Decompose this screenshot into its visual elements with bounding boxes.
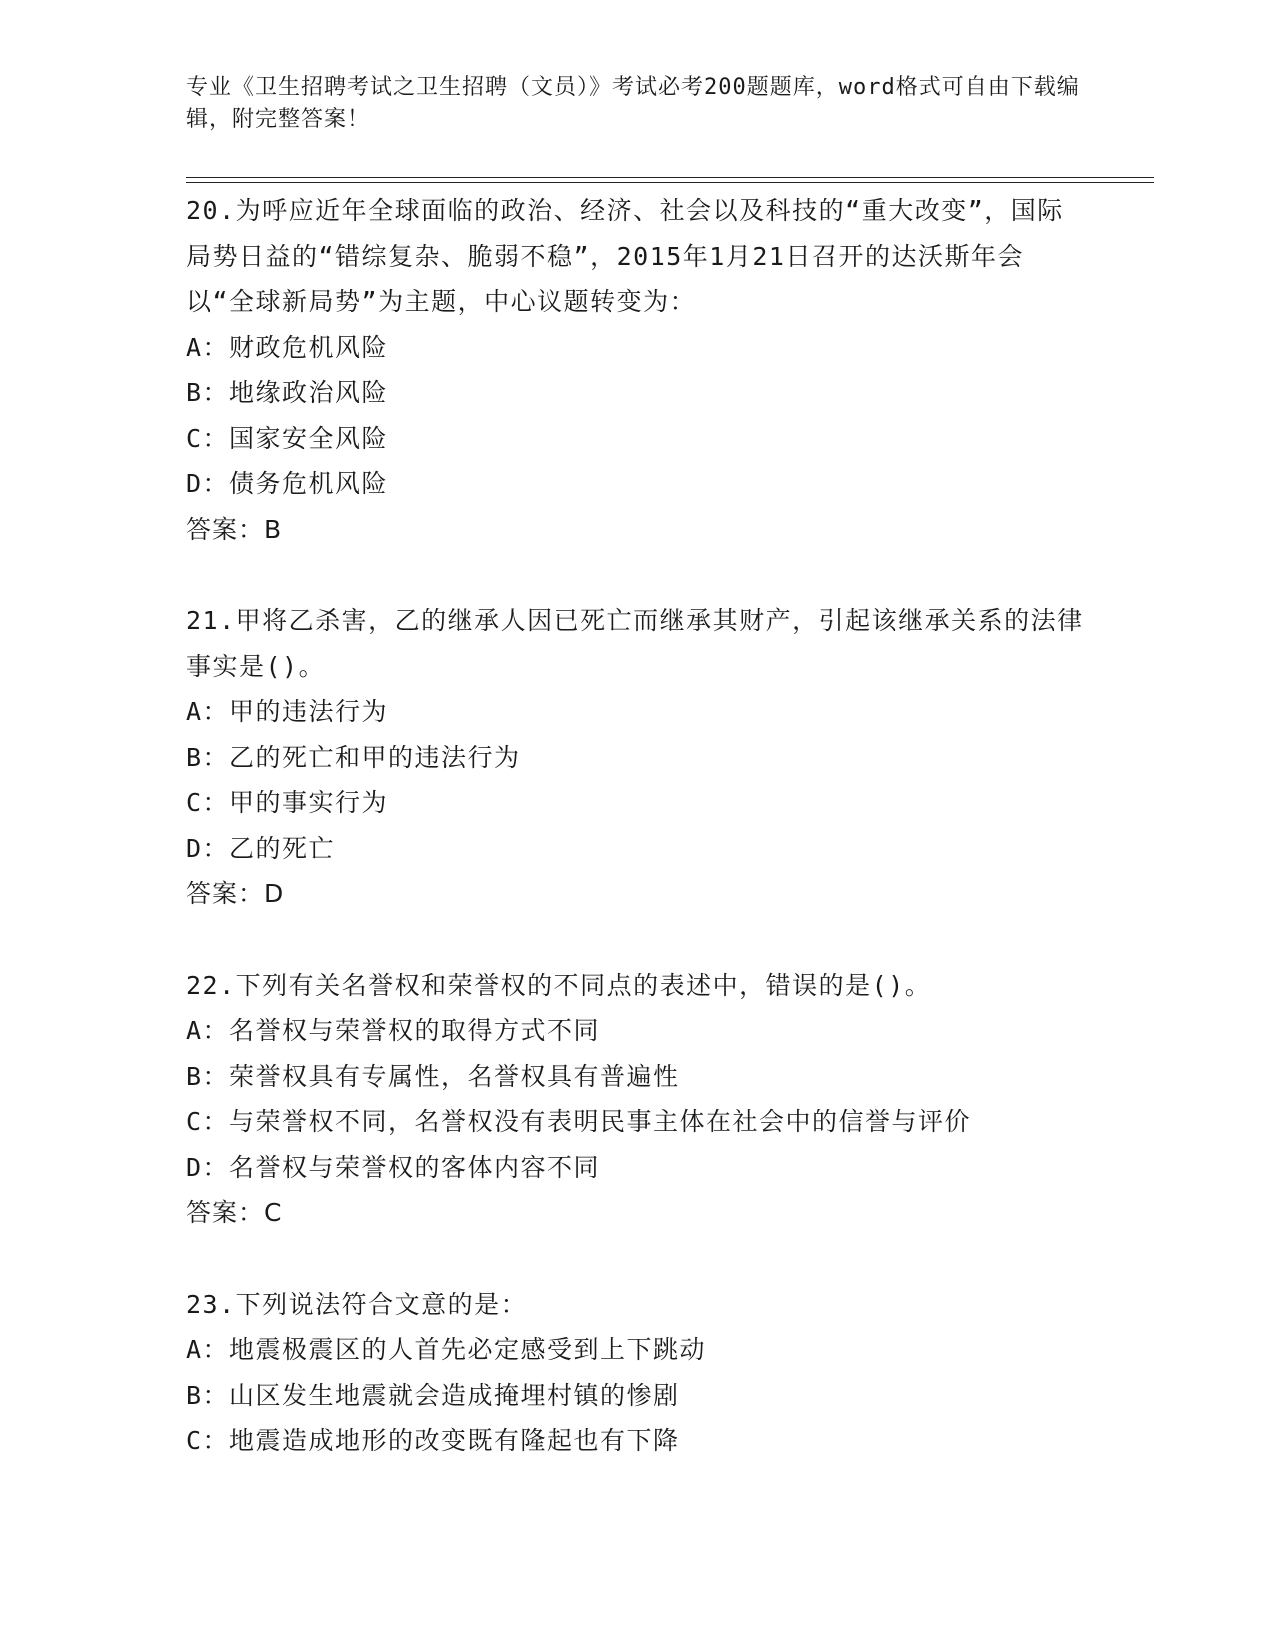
option-d: D：名誉权与荣誉权的客体内容不同 bbox=[186, 1152, 601, 1182]
option-a: A：名誉权与荣誉权的取得方式不同 bbox=[186, 1016, 601, 1045]
option-b: B：乙的死亡和甲的违法行为 bbox=[186, 742, 521, 772]
option-a: A：财政危机风险 bbox=[186, 332, 389, 362]
option-b: B：地缘政治风险 bbox=[186, 378, 389, 407]
option-b: B：荣誉权具有专属性，名誉权具有普遍性 bbox=[186, 1061, 680, 1091]
question-23 bbox=[186, 1282, 1086, 1464]
question-22 bbox=[186, 963, 1086, 1236]
answer: 答案：C bbox=[186, 1198, 283, 1227]
option-d: D：乙的死亡 bbox=[186, 833, 336, 863]
answer: 答案：D bbox=[186, 879, 285, 908]
document-header: 专业《卫生招聘考试之卫生招聘（文员）》考试必考200题题库，word格式可自由下载编辑，附完整答案！ bbox=[186, 75, 1080, 132]
question-text: 22.下列有关名誉权和荣誉权的不同点的表述中，错误的是()。 bbox=[186, 970, 932, 1000]
option-c: C：国家安全风险 bbox=[186, 423, 389, 453]
question-21 bbox=[186, 598, 1086, 917]
option-c: C：地震造成地形的改变既有隆起也有下降 bbox=[186, 1426, 680, 1455]
question-text: 23.下列说法符合文意的是： bbox=[186, 1289, 528, 1319]
option-b: B：山区发生地震就会造成掩埋村镇的惨剧 bbox=[186, 1380, 680, 1410]
answer: 答案：B bbox=[186, 514, 283, 544]
option-a: A：甲的违法行为 bbox=[186, 697, 389, 726]
option-c: C：与荣誉权不同，名誉权没有表明民事主体在社会中的信誉与评价 bbox=[186, 1107, 972, 1136]
question-list bbox=[186, 188, 1086, 1510]
question-text: 20.为呼应近年全球面临的政治、经济、社会以及科技的“重大改变”，国际局势日益的“错综复杂、脆弱不稳”，2015年1月21日召开的达沃斯年会以“全球新局势”为主题，中心议题转变为： bbox=[186, 196, 1064, 316]
question-20 bbox=[186, 188, 1086, 552]
header-divider-bottom bbox=[186, 182, 1154, 183]
option-c: C：甲的事实行为 bbox=[186, 788, 389, 817]
option-a: A：地震极震区的人首先必定感受到上下跳动 bbox=[186, 1335, 707, 1364]
option-d: D：债务危机风险 bbox=[186, 469, 389, 498]
header-divider-top bbox=[186, 177, 1154, 178]
question-text: 21.甲将乙杀害，乙的继承人因已死亡而继承其财产，引起该继承关系的法律事实是()。 bbox=[186, 606, 1084, 681]
